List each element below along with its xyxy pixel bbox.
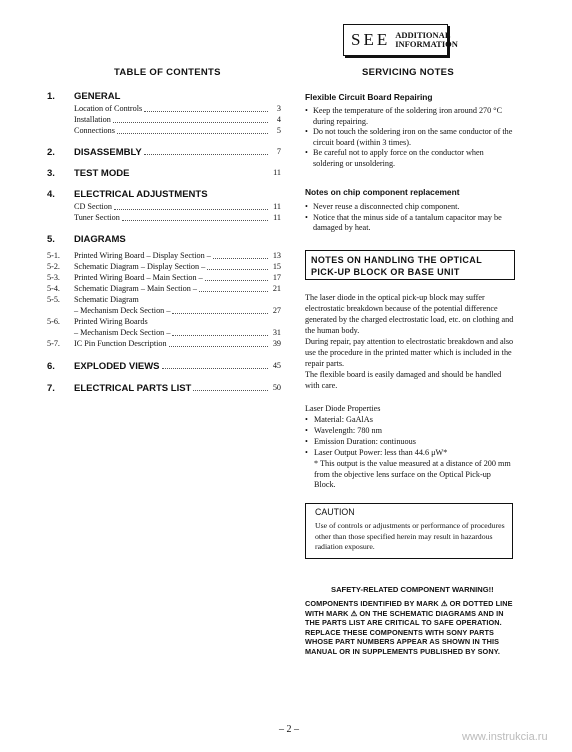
servicing-notes-title: SERVICING NOTES (362, 67, 454, 78)
see-additional-information-stamp (343, 24, 458, 56)
toc-section-title: GENERAL (74, 91, 121, 102)
list-item: • Emission Duration: continuous (305, 437, 416, 446)
toc-subsection-num: 5-2. (47, 262, 60, 271)
toc-subsection-num: 5-5. (47, 295, 60, 304)
flex-repair-heading: Flexible Circuit Board Repairing (305, 92, 433, 102)
additional-information-label: ADDITIONAL INFORMATION (395, 30, 458, 49)
toc-entry[interactable]: – Mechanism Deck Section – 27 (74, 306, 281, 315)
list-item: • Keep the temperature of the soldering iron around 270 °C during repairing. (305, 106, 503, 126)
toc-entry[interactable]: Installation 4 (74, 115, 281, 124)
laser-properties-title: Laser Diode Properties (305, 404, 381, 413)
toc-section-title: DIAGRAMS (74, 234, 126, 245)
toc-entry[interactable]: Printed Wiring Board – Main Section – 17 (74, 273, 281, 282)
list-item: • Be careful not to apply force on the conductor when soldering or unsoldering. (305, 148, 484, 168)
toc-section-num: 7. (47, 383, 55, 394)
toc-entry[interactable]: CD Section 11 (74, 202, 281, 211)
laser-properties-list (305, 414, 515, 458)
laser-output-footnote: * This output is the value measured at a distance of 200 mm from the objective lens surface on the Optical Pick-up Block. (314, 459, 511, 489)
page-number: – 2 – (279, 724, 299, 735)
watermark: www.instrukcia.ru (462, 731, 548, 743)
flex-repair-list (305, 106, 515, 169)
toc-entry[interactable]: Printed Wiring Board – Display Section – 13 (74, 251, 281, 260)
toc-section-entry[interactable]: EXPLODED VIEWS 45 (74, 361, 281, 372)
toc-entry[interactable]: Location of Controls 3 (74, 104, 281, 113)
laser-paragraph: The flexible board is easily damaged and should be handled with care. (305, 370, 502, 390)
chip-replacement-list (305, 202, 515, 234)
toc-subsection-num: 5-1. (47, 251, 60, 260)
toc-section-num: 2. (47, 147, 55, 158)
toc-section-num: 3. (47, 168, 55, 179)
caution-text: Use of controls or adjustments or performance of procedures other than those specified herein may result in hazardous radiation exposure. (315, 521, 505, 551)
toc-section-num: 5. (47, 234, 55, 245)
toc-entry[interactable]: Printed Wiring Boards (74, 317, 148, 326)
toc-entry[interactable]: – Mechanism Deck Section – 31 (74, 328, 281, 337)
toc-section-num: 6. (47, 361, 55, 372)
list-item: • Never reuse a disconnected chip component. (305, 202, 460, 211)
toc-section-entry[interactable]: DISASSEMBLY 7 (74, 147, 281, 158)
toc-entry[interactable]: Connections 5 (74, 126, 281, 135)
safety-warning-text: COMPONENTS IDENTIFIED BY MARK ⚠ OR DOTTED LINE WITH MARK ⚠ ON THE SCHEMATIC DIAGRAMS AND IN THE PARTS LIST ARE CRITICAL TO SAFE OPERATION. REPLACE THESE COMPONENTS WITH SONY PARTS WHOSE PART NUMBERS APPEAR AS SHOWN IN THIS MANUAL OR IN SUPPLEMENTS PUBLISHED BY SONY. (305, 599, 513, 656)
toc-section-title: ELECTRICAL ADJUSTMENTS (74, 189, 208, 200)
toc-section-num: 1. (47, 91, 55, 102)
list-item: • Material: GaAlAs (305, 415, 373, 424)
safety-warning-title: SAFETY-RELATED COMPONENT WARNING!! (331, 585, 494, 594)
optical-pickup-notes-title: NOTES ON HANDLING THE OPTICAL PICK-UP BLOCK OR BASE UNIT (311, 255, 483, 277)
optical-pickup-notes-box (305, 250, 515, 280)
toc-subsection-num: 5-7. (47, 339, 60, 348)
laser-paragraph: The laser diode in the optical pick-up block may suffer electrostatic breakdown because of the potential difference generated by the charged electrostatic load, etc. on clothing and the human body. (305, 293, 514, 335)
toc-subsection-num: 5-6. (47, 317, 60, 326)
caution-box (305, 503, 513, 559)
list-item: • Do not touch the soldering iron on the same conductor of the circuit board (within 3 times). (305, 127, 513, 147)
list-item: • Wavelength: 780 nm (305, 426, 383, 435)
toc-subsection-num: 5-4. (47, 284, 60, 293)
toc-title: TABLE OF CONTENTS (114, 67, 221, 78)
see-word: SEE (351, 30, 391, 49)
toc-section-entry[interactable]: ELECTRICAL PARTS LIST 50 (74, 383, 281, 394)
laser-paragraph: During repair, pay attention to electrostatic breakdown and also use the procedure in the printed matter which is included in the repair parts. (305, 337, 514, 368)
toc-entry[interactable]: Tuner Section 11 (74, 213, 281, 222)
toc-entry[interactable]: IC Pin Function Description 39 (74, 339, 281, 348)
toc-entry[interactable]: Schematic Diagram – Display Section – 15 (74, 262, 281, 271)
list-item: • Laser Output Power: less than 44.6 μW* (305, 448, 448, 457)
toc-entry[interactable]: Schematic Diagram (74, 295, 139, 304)
list-item: • Notice that the minus side of a tantalum capacitor may be damaged by heat. (305, 212, 502, 232)
caution-title: CAUTION (315, 507, 355, 517)
toc-entry[interactable]: Schematic Diagram – Main Section – 21 (74, 284, 281, 293)
chip-replacement-heading: Notes on chip component replacement (305, 187, 460, 197)
toc-section-entry[interactable]: TEST MODE 11 (74, 168, 281, 179)
toc-subsection-num: 5-3. (47, 273, 60, 282)
toc-section-num: 4. (47, 189, 55, 200)
